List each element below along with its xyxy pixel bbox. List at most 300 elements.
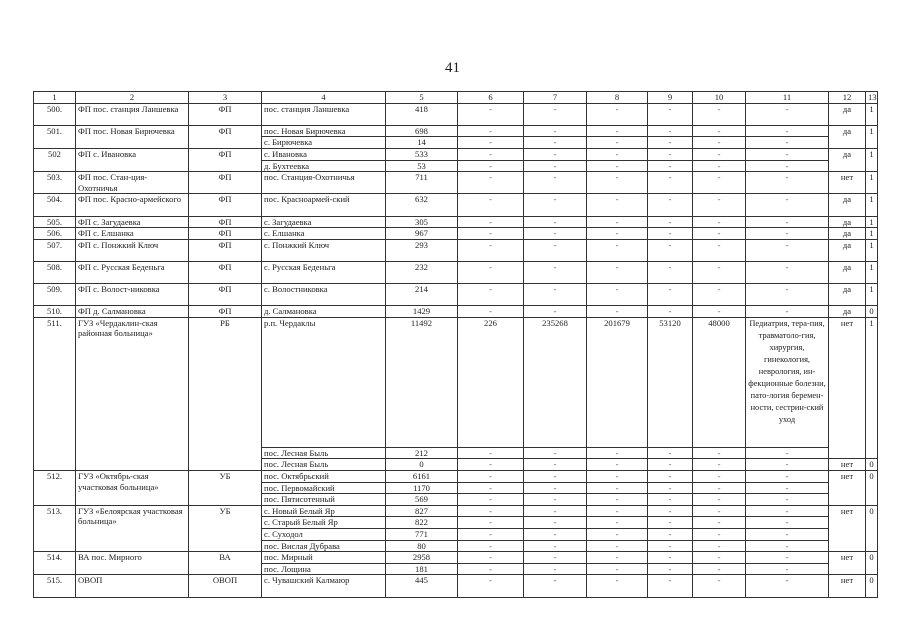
facility-name: ГУЗ «Чердаклин-ская районная больница»: [76, 317, 189, 470]
dash-cell: -: [746, 137, 829, 149]
table-row: [34, 103, 878, 125]
facility-type: ФП: [189, 216, 262, 228]
flag-yes-no: да: [829, 216, 866, 228]
facility-name: ФП д. Салмановка: [76, 306, 189, 318]
locality-name: пос. Мирный: [262, 552, 386, 564]
dash-cell: -: [587, 228, 648, 240]
dash-cell: -: [693, 447, 746, 459]
flag-yes-no: нет: [829, 471, 866, 506]
dash-cell: -: [524, 239, 587, 261]
facility-type: УБ: [189, 471, 262, 506]
table-row: [34, 239, 878, 261]
facility-type: РБ: [189, 317, 262, 470]
dash-cell: -: [693, 216, 746, 228]
column-number: 3: [189, 92, 262, 104]
dash-cell: -: [648, 125, 693, 137]
dash-cell: -: [587, 284, 648, 306]
column-number: 4: [262, 92, 386, 104]
record-number: 509.: [34, 284, 76, 306]
dash-cell: -: [587, 160, 648, 172]
table-row: [34, 148, 878, 160]
population: 14: [386, 137, 458, 149]
dash-cell: -: [746, 172, 829, 194]
locality-name: пос. Вислая Дубрава: [262, 540, 386, 552]
locality-name: с. Суходол: [262, 529, 386, 541]
count-value: 0: [866, 459, 878, 471]
dash-cell: -: [693, 172, 746, 194]
flag-yes-no: да: [829, 125, 866, 148]
locality-name: р.п. Чердаклы: [262, 317, 386, 447]
dash-cell: -: [524, 517, 587, 529]
dash-cell: -: [458, 148, 524, 160]
dash-cell: -: [587, 306, 648, 318]
dash-cell: -: [693, 228, 746, 240]
dash-cell: -: [648, 239, 693, 261]
dash-cell: -: [458, 261, 524, 283]
dash-cell: -: [648, 216, 693, 228]
dash-cell: -: [746, 529, 829, 541]
dash-cell: -: [648, 552, 693, 564]
flag-yes-no: нет: [829, 505, 866, 551]
dash-cell: -: [458, 517, 524, 529]
dash-cell: -: [524, 529, 587, 541]
value-c7: 235268: [524, 317, 587, 447]
dash-cell: -: [587, 172, 648, 194]
population: 305: [386, 216, 458, 228]
dash-cell: -: [746, 239, 829, 261]
dash-cell: -: [587, 517, 648, 529]
dash-cell: -: [648, 471, 693, 483]
population: 698: [386, 125, 458, 137]
record-number: 514.: [34, 552, 76, 575]
facility-type: ФП: [189, 261, 262, 283]
dash-cell: -: [648, 306, 693, 318]
column-number: 2: [76, 92, 189, 104]
dash-cell: -: [648, 459, 693, 471]
dash-cell: -: [587, 482, 648, 494]
dash-cell: -: [693, 306, 746, 318]
dash-cell: -: [746, 284, 829, 306]
facility-type: ФП: [189, 194, 262, 216]
record-number: 500.: [34, 103, 76, 125]
count-value: 0: [866, 471, 878, 506]
dash-cell: -: [458, 494, 524, 506]
count-value: 1: [866, 172, 878, 194]
population: 569: [386, 494, 458, 506]
count-value: 1: [866, 239, 878, 261]
column-number: 5: [386, 92, 458, 104]
locality-name: с. Загудаевка: [262, 216, 386, 228]
population: 80: [386, 540, 458, 552]
facility-name: ГУЗ «Белоярская участковая больница»: [76, 505, 189, 551]
flag-yes-no: да: [829, 284, 866, 306]
dash-cell: -: [587, 216, 648, 228]
flag-yes-no: да: [829, 261, 866, 283]
population: 181: [386, 563, 458, 575]
dash-cell: -: [693, 552, 746, 564]
locality-name: пос. Лесная Быль: [262, 447, 386, 459]
count-value: 1: [866, 194, 878, 216]
dash-cell: -: [693, 494, 746, 506]
column-number: 1: [34, 92, 76, 104]
population: 771: [386, 529, 458, 541]
locality-name: с. Старый Белый Яр: [262, 517, 386, 529]
dash-cell: -: [693, 471, 746, 483]
dash-cell: -: [458, 529, 524, 541]
column-number: 6: [458, 92, 524, 104]
dash-cell: -: [587, 239, 648, 261]
count-value: 1: [866, 261, 878, 283]
dash-cell: -: [693, 148, 746, 160]
value-c6: 226: [458, 317, 524, 447]
dash-cell: -: [458, 505, 524, 517]
facility-type: УБ: [189, 505, 262, 551]
population: 2958: [386, 552, 458, 564]
dash-cell: -: [458, 563, 524, 575]
table-row: [34, 261, 878, 283]
record-number: 504.: [34, 194, 76, 216]
table-row: [34, 284, 878, 306]
dash-cell: -: [587, 261, 648, 283]
dash-cell: -: [648, 194, 693, 216]
dash-cell: -: [693, 284, 746, 306]
dash-cell: -: [746, 459, 829, 471]
dash-cell: -: [524, 103, 587, 125]
count-value: 0: [866, 552, 878, 575]
locality-name: пос. Красноармей-ский: [262, 194, 386, 216]
population: 533: [386, 148, 458, 160]
dash-cell: -: [693, 137, 746, 149]
dash-cell: -: [458, 284, 524, 306]
dash-cell: -: [746, 194, 829, 216]
table-row: [34, 306, 878, 318]
dash-cell: -: [648, 517, 693, 529]
count-value: 1: [866, 125, 878, 148]
population: 418: [386, 103, 458, 125]
dash-cell: -: [648, 103, 693, 125]
facility-name: ФП с. Загудаевка: [76, 216, 189, 228]
dash-cell: -: [693, 261, 746, 283]
facility-type: ФП: [189, 125, 262, 148]
page-number: 41: [445, 60, 460, 76]
facility-type: ОВОП: [189, 575, 262, 597]
dash-cell: -: [693, 505, 746, 517]
count-value: 1: [866, 317, 878, 459]
dash-cell: -: [648, 563, 693, 575]
facility-type: ФП: [189, 148, 262, 171]
dash-cell: -: [746, 261, 829, 283]
dash-cell: -: [693, 239, 746, 261]
population: 232: [386, 261, 458, 283]
dash-cell: -: [648, 228, 693, 240]
column-number-row: [34, 92, 878, 104]
locality-name: с. Бирючевка: [262, 137, 386, 149]
table-row: [34, 471, 878, 483]
facility-name: ФП с. Понжкий Ключ: [76, 239, 189, 261]
count-value: 1: [866, 284, 878, 306]
dash-cell: -: [524, 447, 587, 459]
table-row: [34, 172, 878, 194]
dash-cell: -: [648, 540, 693, 552]
record-number: 501.: [34, 125, 76, 148]
dash-cell: -: [648, 575, 693, 597]
dash-cell: -: [458, 552, 524, 564]
locality-name: пос. Лощина: [262, 563, 386, 575]
table-row: [34, 228, 878, 240]
dash-cell: -: [458, 306, 524, 318]
dash-cell: -: [458, 160, 524, 172]
population: 827: [386, 505, 458, 517]
dash-cell: -: [587, 575, 648, 597]
value-c9: 53120: [648, 317, 693, 447]
dash-cell: -: [746, 517, 829, 529]
dash-cell: -: [693, 103, 746, 125]
facility-name: ФП с. Ивановка: [76, 148, 189, 171]
record-number: 511.: [34, 317, 76, 470]
locality-name: с. Волостниковка: [262, 284, 386, 306]
dash-cell: -: [587, 194, 648, 216]
facility-type: ФП: [189, 306, 262, 318]
locality-name: с. Русская Беденьга: [262, 261, 386, 283]
dash-cell: -: [458, 239, 524, 261]
dash-cell: -: [746, 103, 829, 125]
flag-yes-no: да: [829, 228, 866, 240]
locality-name: пос. станция Ланшевка: [262, 103, 386, 125]
dash-cell: -: [648, 529, 693, 541]
column-number: 12: [829, 92, 866, 104]
record-number: 506.: [34, 228, 76, 240]
dash-cell: -: [458, 228, 524, 240]
dash-cell: -: [746, 575, 829, 597]
medical-profiles: Педиатрия, тера-пия, травматоло-гия, хирургия, гинекология, неврология, ин-фекционные болезни, пато-логия беремен-ности, сестрин-ский уход: [746, 317, 829, 447]
population: 822: [386, 517, 458, 529]
dash-cell: -: [524, 459, 587, 471]
dash-cell: -: [693, 194, 746, 216]
facility-name: ФП пос. Новая Бирючевка: [76, 125, 189, 148]
dash-cell: -: [458, 575, 524, 597]
dash-cell: -: [746, 540, 829, 552]
registry-table: [33, 91, 878, 598]
dash-cell: -: [648, 160, 693, 172]
facility-name: ФП пос. станция Ланшевка: [76, 103, 189, 125]
dash-cell: -: [524, 482, 587, 494]
facility-type: ФП: [189, 239, 262, 261]
dash-cell: -: [746, 125, 829, 137]
record-number: 505.: [34, 216, 76, 228]
dash-cell: -: [524, 575, 587, 597]
population: 632: [386, 194, 458, 216]
dash-cell: -: [458, 447, 524, 459]
population: 1429: [386, 306, 458, 318]
locality-name: пос. Лесная Быль: [262, 459, 386, 471]
facility-name: ФП с. Волост-никовка: [76, 284, 189, 306]
table-row: [34, 317, 878, 447]
record-number: 515.: [34, 575, 76, 597]
population: 711: [386, 172, 458, 194]
facility-name: ВА пос. Мирного: [76, 552, 189, 575]
facility-type: ФП: [189, 284, 262, 306]
dash-cell: -: [648, 284, 693, 306]
dash-cell: -: [693, 563, 746, 575]
count-value: 0: [866, 575, 878, 597]
value-c10: 48000: [693, 317, 746, 447]
facility-name: ФП с. Елшанка: [76, 228, 189, 240]
dash-cell: -: [648, 172, 693, 194]
dash-cell: -: [458, 137, 524, 149]
count-value: 1: [866, 148, 878, 171]
locality-name: с. Понжкий Ключ: [262, 239, 386, 261]
dash-cell: -: [746, 563, 829, 575]
flag-yes-no: да: [829, 148, 866, 171]
dash-cell: -: [746, 447, 829, 459]
dash-cell: -: [458, 540, 524, 552]
value-c8: 201679: [587, 317, 648, 447]
record-number: 503.: [34, 172, 76, 194]
dash-cell: -: [746, 494, 829, 506]
dash-cell: -: [693, 517, 746, 529]
dash-cell: -: [524, 563, 587, 575]
locality-name: пос. Первомайский: [262, 482, 386, 494]
dash-cell: -: [587, 471, 648, 483]
table-row: [34, 505, 878, 517]
population: 445: [386, 575, 458, 597]
column-number: 8: [587, 92, 648, 104]
count-value: 1: [866, 103, 878, 125]
dash-cell: -: [587, 529, 648, 541]
dash-cell: -: [524, 125, 587, 137]
locality-name: с. Елшанка: [262, 228, 386, 240]
flag-yes-no: да: [829, 239, 866, 261]
facility-name: ФП пос. Стан-ция-Охотничья: [76, 172, 189, 194]
dash-cell: -: [746, 505, 829, 517]
table-row: [34, 575, 878, 597]
dash-cell: -: [648, 261, 693, 283]
column-number: 13: [866, 92, 878, 104]
population: 967: [386, 228, 458, 240]
table-row: [34, 125, 878, 137]
dash-cell: -: [524, 505, 587, 517]
dash-cell: -: [524, 137, 587, 149]
dash-cell: -: [746, 482, 829, 494]
facility-type: ВА: [189, 552, 262, 575]
flag-yes-no: да: [829, 306, 866, 318]
dash-cell: -: [458, 172, 524, 194]
dash-cell: -: [587, 447, 648, 459]
dash-cell: -: [458, 482, 524, 494]
dash-cell: -: [524, 284, 587, 306]
locality-name: пос. Октябрьский: [262, 471, 386, 483]
dash-cell: -: [587, 563, 648, 575]
facility-name: ФП с. Русская Беденьга: [76, 261, 189, 283]
record-number: 507.: [34, 239, 76, 261]
locality-name: с. Чувашский Калмаюр: [262, 575, 386, 597]
dash-cell: -: [587, 505, 648, 517]
dash-cell: -: [648, 494, 693, 506]
dash-cell: -: [587, 459, 648, 471]
locality-name: пос. Пятисотенный: [262, 494, 386, 506]
locality-name: д. Бухтеевка: [262, 160, 386, 172]
flag-yes-no: нет: [829, 459, 866, 471]
dash-cell: -: [648, 148, 693, 160]
locality-name: пос. Новая Бирючевка: [262, 125, 386, 137]
dash-cell: -: [746, 228, 829, 240]
facility-type: ФП: [189, 228, 262, 240]
facility-type: ФП: [189, 103, 262, 125]
locality-name: с. Новый Белый Яр: [262, 505, 386, 517]
dash-cell: -: [693, 540, 746, 552]
population: 0: [386, 459, 458, 471]
table-row: [34, 194, 878, 216]
dash-cell: -: [587, 494, 648, 506]
locality-name: с. Ивановка: [262, 148, 386, 160]
dash-cell: -: [587, 552, 648, 564]
population: 53: [386, 160, 458, 172]
population: 11492: [386, 317, 458, 447]
dash-cell: -: [524, 148, 587, 160]
dash-cell: -: [693, 459, 746, 471]
flag-yes-no: нет: [829, 575, 866, 597]
dash-cell: -: [693, 575, 746, 597]
table-row: [34, 216, 878, 228]
dash-cell: -: [524, 540, 587, 552]
dash-cell: -: [587, 125, 648, 137]
dash-cell: -: [693, 482, 746, 494]
dash-cell: -: [458, 216, 524, 228]
facility-type: ФП: [189, 172, 262, 194]
table-row: [34, 552, 878, 564]
dash-cell: -: [458, 459, 524, 471]
dash-cell: -: [587, 148, 648, 160]
count-value: 0: [866, 505, 878, 551]
count-value: 1: [866, 228, 878, 240]
dash-cell: -: [746, 306, 829, 318]
dash-cell: -: [587, 137, 648, 149]
record-number: 502: [34, 148, 76, 171]
flag-yes-no: да: [829, 103, 866, 125]
population: 293: [386, 239, 458, 261]
record-number: 513.: [34, 505, 76, 551]
dash-cell: -: [746, 471, 829, 483]
facility-name: ГУЗ «Октябрь-ская участковая больница»: [76, 471, 189, 506]
dash-cell: -: [693, 160, 746, 172]
population: 214: [386, 284, 458, 306]
dash-cell: -: [524, 228, 587, 240]
dash-cell: -: [746, 160, 829, 172]
column-number: 11: [746, 92, 829, 104]
dash-cell: -: [648, 482, 693, 494]
count-value: 0: [866, 306, 878, 318]
dash-cell: -: [524, 261, 587, 283]
dash-cell: -: [524, 552, 587, 564]
record-number: 508.: [34, 261, 76, 283]
facility-name: ОВОП: [76, 575, 189, 597]
flag-yes-no: нет: [829, 552, 866, 575]
locality-name: пос. Станция-Охотничья: [262, 172, 386, 194]
dash-cell: -: [458, 125, 524, 137]
dash-cell: -: [648, 447, 693, 459]
dash-cell: -: [746, 552, 829, 564]
population: 1170: [386, 482, 458, 494]
flag-yes-no: да: [829, 194, 866, 216]
dash-cell: -: [458, 194, 524, 216]
locality-name: д. Салмановка: [262, 306, 386, 318]
dash-cell: -: [458, 471, 524, 483]
flag-yes-no: нет: [829, 172, 866, 194]
dash-cell: -: [524, 494, 587, 506]
dash-cell: -: [746, 216, 829, 228]
dash-cell: -: [693, 529, 746, 541]
facility-name: ФП пос. Красно-армейского: [76, 194, 189, 216]
